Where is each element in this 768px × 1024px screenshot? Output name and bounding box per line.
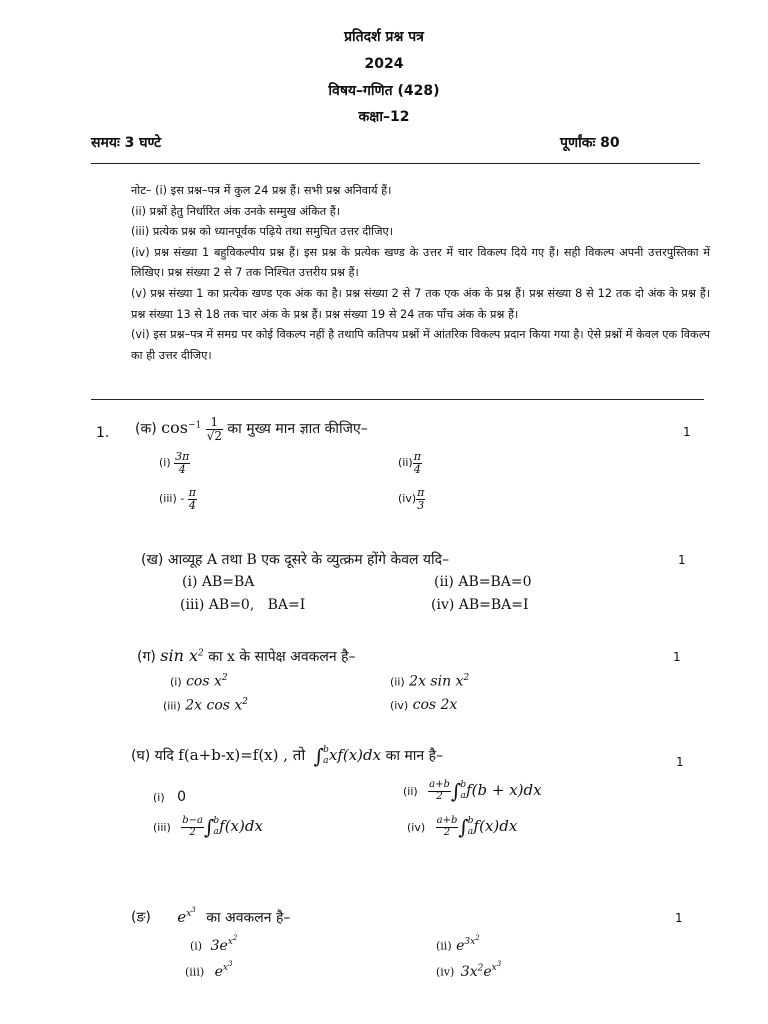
q1-kha-option-2: (ii) AB=BA=0 bbox=[434, 574, 532, 590]
fraction: $\frac{1}{√2}$ bbox=[206, 415, 222, 443]
q1-gha-option-2: (ii) $\frac{a+b}{2}$ ∫ b a f(b + x)dx bbox=[403, 779, 542, 803]
q1-kha-option-3: (iii) AB=0, BA=I bbox=[180, 597, 306, 613]
q1-nga-marks: 1 bbox=[675, 911, 683, 925]
q1-gha-marks: 1 bbox=[676, 755, 684, 769]
q1-ga-option-4: (iv) cos 2x bbox=[390, 697, 458, 713]
q1-nga-option-2: (ii) $e^{3x^2}$ bbox=[436, 934, 480, 954]
instruction-1: नोट– (i) इस प्रश्न–पत्र में कुल 24 प्रश्न हैं। सभी प्रश्न अनिवार्य हैं। bbox=[131, 184, 392, 197]
header-divider bbox=[91, 163, 700, 164]
q1-nga-stem: (ङ) $e^{x^3}$ का अवकलन है– bbox=[131, 906, 291, 926]
instruction-5: (v) प्रश्न संख्या 1 का प्रत्येक खण्ड एक अंक का है। प्रश्न संख्या 2 से 7 तक एक अंक के प्रश्न हैं। प्रश्न संख्या 8 से 12 तक दो अंक के प्रश्न हैं। प्रश्न संख्या 13 से 18 तक चार अंक के प्रश्न हैं। प्रश्न संख्या 19 से 24 तक पाँच अंक के प्रश्न हैं। bbox=[131, 286, 710, 321]
q1-kha-option-1: (i) AB=BA bbox=[182, 574, 255, 590]
instruction-6: (vi) इस प्रश्न–पत्र में समग्र पर कोई विकल्प नहीं है तथापि कतिपय प्रश्नों में आंतरिक विकल्प प्रदान किया गया है। ऐसे प्रश्नों में केवल एक विकल्प का ही उत्तर दीजिए। bbox=[131, 328, 710, 362]
q1-ga-option-1: (i) $\cos x^2$ bbox=[170, 673, 228, 690]
q1-ka-stem: (क) $\cos^{-1}$ $\frac{1}{√2}$ का मुख्य मान ज्ञात कीजिए– bbox=[135, 415, 368, 443]
time-allowed: समयः 3 घण्टे bbox=[91, 135, 162, 151]
q1-gha-option-3: (iii) $\frac{b-a}{2}$ ∫ b a f(x)dx bbox=[153, 815, 263, 839]
q1-nga-option-4: (iv) $3x^2e^{x^3}$ bbox=[436, 960, 502, 980]
q1-ga-marks: 1 bbox=[673, 650, 681, 664]
paper-class: कक्षा–12 bbox=[358, 109, 410, 125]
instructions-block bbox=[131, 181, 710, 366]
q1-ka-option-2: (ii) $\frac{\pi}{4}$ bbox=[398, 450, 421, 476]
instruction-3: (iii) प्रत्येक प्रश्न को ध्यानपूर्वक पढ़िये तथा समुचित उत्तर दीजिए। bbox=[131, 225, 394, 239]
q1-kha-marks: 1 bbox=[678, 553, 686, 567]
q1-ga-stem: (ग) $\sin x^2$ का x के सापेक्ष अवकलन है– bbox=[137, 646, 356, 665]
instructions-divider bbox=[91, 399, 704, 400]
question-number: 1. bbox=[96, 425, 110, 441]
q1-ka-option-3: (iii) - $\frac{\pi}{4}$ bbox=[159, 486, 196, 512]
q1-ka-marks: 1 bbox=[683, 425, 691, 439]
q1-ga-option-3: (iii) 2x $\cos x^2$ bbox=[163, 697, 249, 714]
q1-ga-option-2: (ii) 2x $\sin x^2$ bbox=[390, 673, 470, 690]
q1-ka-option-1: (i) $\frac{3\pi}{4}$ bbox=[159, 450, 190, 476]
instruction-4: (iv) प्रश्न संख्या 1 बहुविकल्पीय प्रश्न हैं। इस प्रश्न के प्रत्येक खण्ड के उत्तर में चार विकल्प दिये गए हैं। सही विकल्प अपनी उत्तरपुस्तिका में लिखिए। प्रश्न संख्या 2 से 7 तक निश्चित उत्तरीय प्रश्न हैं। bbox=[131, 245, 710, 280]
instruction-2: (ii) प्रश्नों हेतु निर्धारित अंक उनके सम्मुख अंकित हैं। bbox=[131, 204, 341, 218]
paper-title: प्रतिदर्श प्रश्न पत्र bbox=[344, 29, 424, 45]
q1-nga-option-3: (iii) $e^{x^3}$ bbox=[185, 960, 233, 980]
q1-gha-option-4: (iv) $\frac{a+b}{2}$ ∫ b a f(x)dx bbox=[407, 815, 518, 839]
q1-gha-stem: (घ) यदि f(a+b-x)=f(x) , तो ∫ b a xf(x)dx का मान है– bbox=[131, 744, 444, 768]
q1-kha-stem: (ख) आव्यूह A तथा B एक दूसरे के व्युत्क्रम होंगे केवल यदि– bbox=[141, 552, 450, 568]
q1-nga-option-1: (i) $3e^{x^2}$ bbox=[190, 934, 238, 954]
max-marks: पूर्णांकः 80 bbox=[560, 135, 620, 151]
q1-gha-option-1: (i) 0 bbox=[153, 789, 187, 805]
q1-kha-option-4: (iv) AB=BA=I bbox=[431, 597, 529, 613]
integral-sign: ∫ bbox=[313, 744, 325, 768]
paper-year: 2024 bbox=[364, 56, 404, 72]
paper-subject: विषय–गणित (428) bbox=[328, 83, 440, 99]
q1-ka-option-4: (iv) $\frac{\pi}{3}$ bbox=[398, 486, 425, 512]
